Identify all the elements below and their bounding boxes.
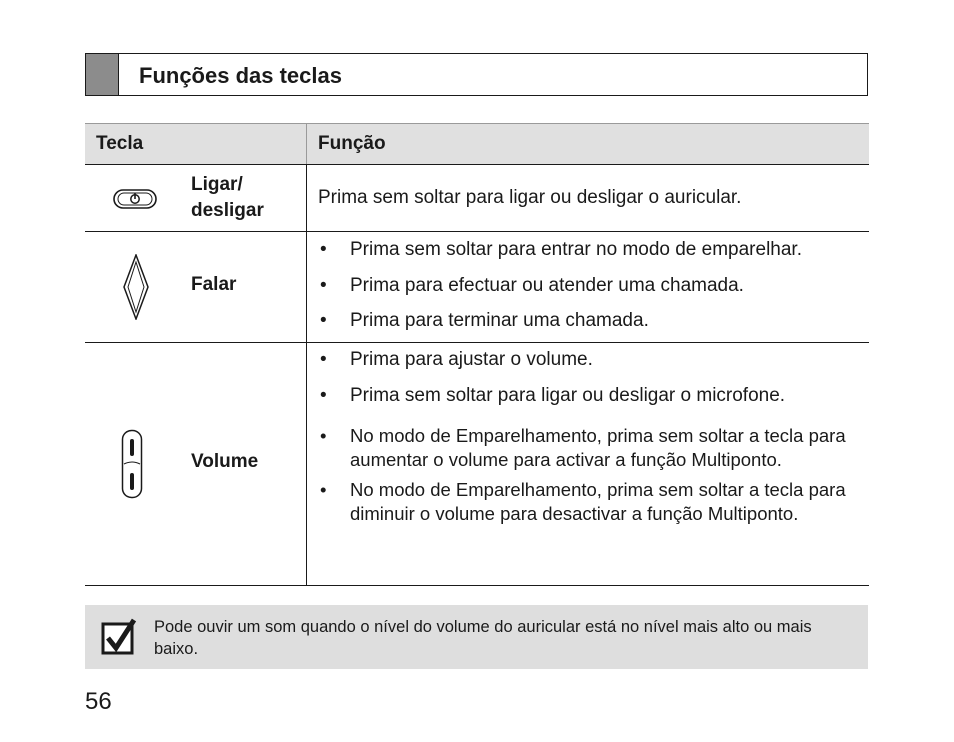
table-row bbox=[85, 343, 869, 586]
list-item: • No modo de Emparelhamento, prima sem soltar a tecla para aumentar o volume para activar a função Multiponto. bbox=[318, 424, 858, 472]
section-header bbox=[85, 53, 868, 96]
list-item: • No modo de Emparelhamento, prima sem soltar a tecla para diminuir o volume para desactivar a função Multiponto. bbox=[318, 478, 858, 526]
header-function: Função bbox=[318, 133, 386, 154]
header-key: Tecla bbox=[96, 133, 144, 154]
key-name: Ligar/ desligar bbox=[191, 174, 264, 221]
section-header-tab bbox=[86, 54, 119, 95]
list-item: • Prima para ajustar o volume. bbox=[318, 348, 858, 372]
note-box bbox=[85, 605, 868, 669]
section-title: Funções das teclas bbox=[139, 63, 342, 88]
function-list bbox=[318, 238, 802, 333]
table-row bbox=[85, 232, 869, 343]
list-item: • Prima para efectuar ou atender uma chamada. bbox=[318, 274, 802, 298]
talk-key-icon bbox=[123, 254, 149, 320]
power-key-icon bbox=[113, 189, 157, 209]
list-item: • Prima sem soltar para ligar ou desligar o microfone. bbox=[318, 384, 858, 408]
function-list bbox=[318, 348, 858, 526]
key-name: Volume bbox=[191, 451, 259, 472]
key-name: Falar bbox=[191, 274, 237, 295]
note-text: Pode ouvir um som quando o nível do volume do auricular está no nível mais alto ou mais baixo. bbox=[154, 618, 812, 658]
function-text: Prima sem soltar para ligar ou desligar o auricular. bbox=[318, 187, 742, 208]
keys-table bbox=[85, 123, 869, 586]
table-header bbox=[85, 123, 869, 165]
page-number: 56 bbox=[85, 688, 112, 715]
volume-key-icon bbox=[121, 429, 143, 499]
table-row bbox=[85, 165, 869, 232]
list-item: • Prima para terminar uma chamada. bbox=[318, 309, 802, 333]
list-item: • Prima sem soltar para entrar no modo de emparelhar. bbox=[318, 238, 802, 262]
checkmark-icon bbox=[101, 618, 137, 656]
